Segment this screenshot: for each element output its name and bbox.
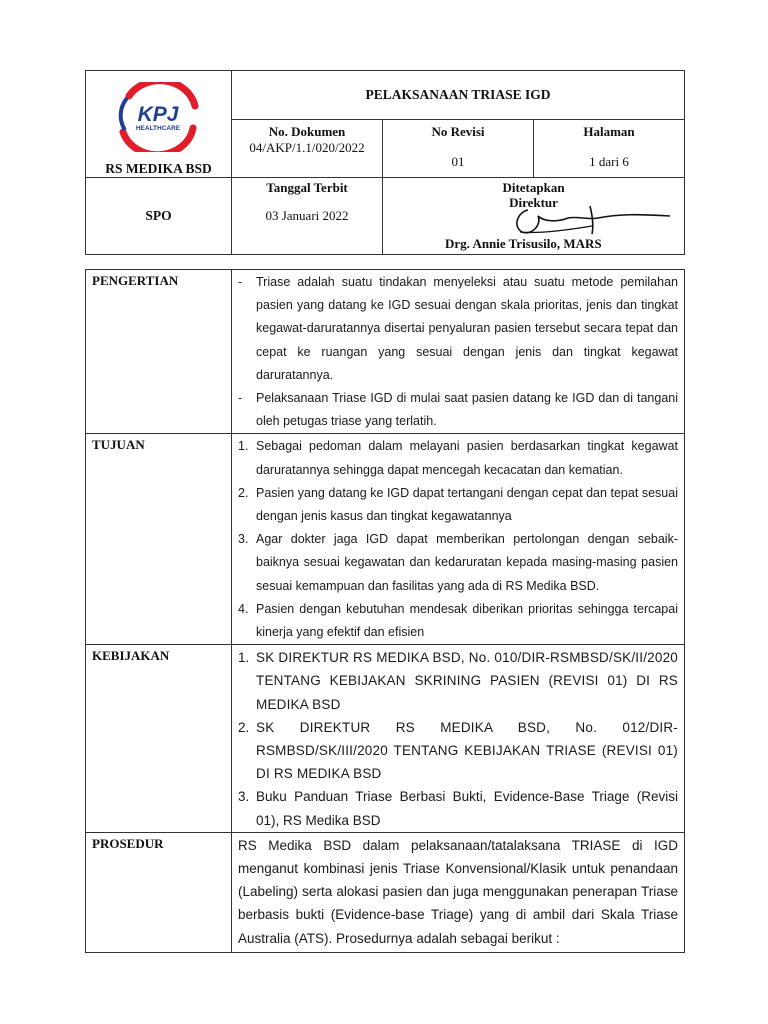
section-pengertian <box>86 270 685 434</box>
list-item <box>238 482 678 528</box>
logo-brand-text: KPJ <box>137 103 179 126</box>
list-item <box>238 716 678 786</box>
prosedur-content <box>232 832 685 952</box>
revision-label: No Revisi <box>431 124 485 140</box>
number-marker: 2. <box>238 719 250 735</box>
list-item-text: Buku Panduan Triase Berbasi Bukti, Evidence-Base Triage (Revisi 01), RS Medika BSD <box>256 789 678 828</box>
prosedur-label: PROSEDUR <box>86 832 232 952</box>
director-title: Direktur <box>509 195 558 210</box>
approved-label: Ditetapkan <box>502 180 565 195</box>
director-signature <box>498 204 678 238</box>
list-item-text: SK DIREKTUR RS MEDIKA BSD, No. 010/DIR-RSMBSD/SK/II/2020 TENTANG KEBIJAKAN SKRINING PASIEN (REVISI 01) DI RS MEDIKA BSD <box>256 650 678 712</box>
list-item <box>238 598 678 644</box>
list-item-text: SK DIREKTUR RS MEDIKA BSD, No. 012/DIR-RSMBSD/SK/III/2020 TENTANG KEBIJAKAN TRIASE (REVISI 01) DI RS MEDIKA BSD <box>256 719 678 782</box>
approval-cell <box>383 178 685 255</box>
section-prosedur <box>86 832 685 952</box>
list-item <box>238 435 678 481</box>
pengertian-content <box>232 270 685 434</box>
number-marker: 1. <box>238 439 249 454</box>
number-marker: 1. <box>238 650 250 666</box>
number-marker: 3. <box>238 789 250 805</box>
document-title: PELAKSANAAN TRIASE IGD <box>232 71 685 120</box>
number-marker: 4. <box>238 601 249 616</box>
number-marker: 3. <box>238 532 249 547</box>
tujuan-label: TUJUAN <box>86 434 232 645</box>
list-item <box>238 271 678 387</box>
number-marker: 2. <box>238 485 249 500</box>
issue-date-value: 03 Januari 2022 <box>265 208 349 223</box>
spo-label: SPO <box>86 178 232 255</box>
list-item-text: Sebagai pedoman dalam melayani pasien berdasarkan tingkat kegawat daruratannya sehingga dapat mencegah kecacatan dan kematian. <box>256 439 678 477</box>
issue-date-cell <box>232 178 383 255</box>
list-item-text: Pasien dengan kebutuhan mendesak diberikan prioritas sehingga tercapai kinerja yang efektif dan efisien <box>256 601 678 640</box>
document-number-value: 04/AKP/1.1/020/2022 <box>249 140 365 156</box>
document-header <box>85 70 685 255</box>
director-name: Drg. Annie Trisusilo, MARS <box>445 236 602 251</box>
revision-value: 01 <box>451 154 465 170</box>
list-item-text: Agar dokter jaga IGD dapat memberikan pertolongan dengan sebaik-baiknya sesuai kegawatan dan kedaruratan kepada masing-masing pasien sesuai kemampuan dan fasilitas yang ada di RS Medika BSD. <box>256 532 678 593</box>
prosedur-paragraph: RS Medika BSD dalam pelaksanaan/tatalaksana TRIASE di IGD menganut kombinasi jenis Triase Konvensional/Klasik untuk penandaan (Labeling) serta alokasi pasien dan juga menggunakan penerapan Triase berbasis bukti (Evidence-base Triage) yang di ambil dari Skala Triase Australia (ATS). Prosedurnya adalah sebagai berikut : <box>238 837 678 946</box>
list-item <box>238 528 678 598</box>
document-number-cell <box>232 120 383 178</box>
list-item-text: Triase adalah suatu tindakan menyeleksi atau suatu metode pemilahan pasien yang datang ke IGD sesuai dengan skala prioritas, jenis dan tingkat kegawat-daruratannya disertai penyaluran pasien tersebut secara tepat dan cepat ke ruangan yang sesuai dengan jenis dan tingkat kegawat daruratannya. <box>256 275 678 382</box>
logo-tagline-text: HEALTHCARE <box>135 125 181 132</box>
kebijakan-content <box>232 645 685 833</box>
tujuan-content <box>232 434 685 645</box>
revision-cell <box>383 120 534 178</box>
logo-cell <box>86 71 232 178</box>
bullet-marker: - <box>238 391 243 406</box>
list-item-text: Pasien yang datang ke IGD dapat tertangani dengan cepat dan tepat sesuai dengan jenis kasus dan tingkat kegawatannya <box>256 485 678 524</box>
page-cell <box>534 120 685 178</box>
sop-content-table <box>85 269 685 953</box>
section-tujuan <box>86 434 685 645</box>
list-item <box>238 646 678 716</box>
hospital-name: RS MEDIKA BSD <box>105 161 212 176</box>
pengertian-label: PENGERTIAN <box>86 270 232 434</box>
bullet-marker: - <box>238 275 243 289</box>
section-kebijakan <box>86 645 685 833</box>
kebijakan-label: KEBIJAKAN <box>86 645 232 833</box>
list-item-text: Pelaksanaan Triase IGD di mulai saat pasien datang ke IGD dan di tangani oleh petugas triase yang terlatih. <box>256 391 678 429</box>
page-label: Halaman <box>583 124 635 140</box>
kpj-logo <box>115 82 201 152</box>
issue-date-label: Tanggal Terbit <box>266 180 348 195</box>
list-item <box>238 785 678 831</box>
list-item <box>238 387 678 433</box>
document-number-label: No. Dokumen <box>268 124 346 140</box>
page-value: 1 dari 6 <box>589 154 629 170</box>
